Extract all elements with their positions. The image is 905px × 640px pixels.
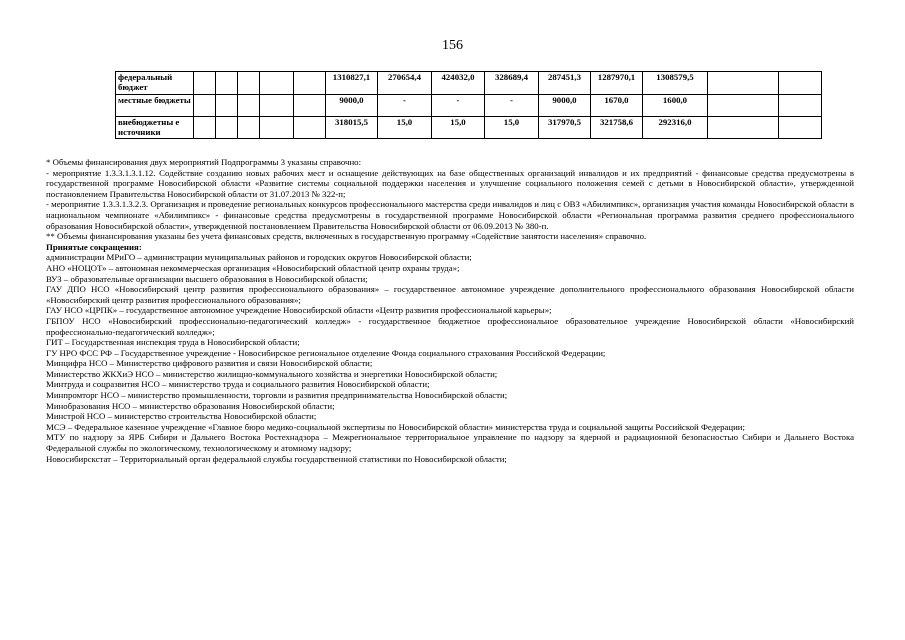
empty-cell — [238, 95, 260, 117]
empty-cell — [779, 95, 822, 117]
empty-cell — [216, 117, 238, 139]
amount-cell: 1600,0 — [643, 95, 708, 117]
amount-cell: - — [432, 95, 485, 117]
abbreviation-item: Министерство ЖКХиЭ НСО – министерство жилищно-коммунального хозяйства и энергетики Новосибирской области; — [46, 368, 498, 379]
amount-cell: 424032,0 — [432, 72, 485, 95]
footnote-volumes: * Объемы финансирования двух мероприятий Подпрограммы 3 указаны справочно: — [46, 157, 362, 167]
financing-table — [115, 71, 822, 139]
empty-cell — [216, 72, 238, 95]
empty-cell — [260, 72, 294, 95]
amount-cell: - — [378, 95, 432, 117]
abbreviation-item: ВУЗ – образовательные организации высшего образования в Новосибирской области; — [46, 273, 368, 284]
amount-cell: 15,0 — [378, 117, 432, 139]
empty-cell — [260, 95, 294, 117]
empty-cell — [779, 117, 822, 139]
page-number: 156 — [442, 38, 463, 53]
empty-cell — [260, 117, 294, 139]
abbreviation-item: ГАУ ДПО НСО «Новосибирский центр развития профессионального образования» – государственное автономное учреждение дополнительного профессионального образования Новосибирской области «Новосибирский центр развития профессионального образования»; — [46, 284, 854, 305]
abbreviation-item: ГАУ НСО «ЦРПК» – государственное автономное учреждение Новосибирской области «Центр развития профессиональной карьеры»; — [46, 305, 552, 316]
abbreviation-item: Минтруда и соцразвития НСО – министерство труда и социального развития Новосибирской области; — [46, 379, 430, 390]
empty-cell — [194, 95, 216, 117]
abbreviation-item: Минстрой НСО – министерство строительства Новосибирской области; — [46, 411, 317, 422]
empty-cell — [194, 72, 216, 95]
amount-cell: 270654,4 — [378, 72, 432, 95]
table-row — [116, 117, 822, 139]
amount-cell: 321758,6 — [591, 117, 643, 139]
amount-cell: - — [485, 95, 539, 117]
amount-cell: 9000,0 — [539, 95, 591, 117]
amount-cell: 15,0 — [432, 117, 485, 139]
amount-cell: 15,0 — [485, 117, 539, 139]
abbreviation-item: ГИТ – Государственная инспекция труда в Новосибирской области; — [46, 337, 300, 348]
abbreviation-item: Новосибирскстат – Территориальный орган федеральной службы государственной статистики по Новосибирской области; — [46, 453, 507, 464]
footnote-employment: ** Объемы финансирования указаны без учета финансовых средств, включенных в государственную программу «Содействие занятости населения» справочно. — [46, 231, 647, 242]
abbreviations-list — [46, 252, 854, 464]
amount-cell: 9000,0 — [326, 95, 378, 117]
amount-cell: 317970,5 — [539, 117, 591, 139]
empty-cell — [238, 72, 260, 95]
notes-section — [46, 157, 854, 464]
empty-cell — [238, 117, 260, 139]
abbreviation-item: МСЭ – Федеральное казенное учреждение «Главное бюро медико-социальной экспертизы по Новосибирской области» министерства труда и социальной защиты Российской Федерации; — [46, 421, 745, 432]
footnote-item-1: - мероприятие 1.3.3.1.3.1.12. Содействие созданию новых рабочих мест и оснащение действующих на базе общественных организаций инвалидов и их предприятий - финансовые средства предусмотрены в государственной программе Новосибирской области «Развитие системы социальной поддержки населения и улучшение социального положения семей с детьми в Новосибирской области», утвержденной постановлением Правительства Новосибирской области от 31.07.2013 № 322-п; — [46, 167, 854, 199]
amount-cell: 292316,0 — [643, 117, 708, 139]
amount-cell: 1308579,5 — [643, 72, 708, 95]
empty-cell — [779, 72, 822, 95]
table-row — [116, 95, 822, 117]
abbreviation-item: администрации МРиГО – администрации муниципальных районов и городских округов Новосибирской области; — [46, 252, 472, 263]
abbreviation-item: Минцифра НСО – Министерство цифрового развития и связи Новосибирской области; — [46, 358, 373, 369]
abbreviations-heading: Принятые сокращения: — [46, 241, 142, 252]
row-label: внебюджетны е источники — [116, 117, 194, 139]
row-label: федеральный бюджет — [116, 72, 194, 95]
empty-cell — [294, 95, 326, 117]
abbreviation-item: ГУ НРО ФСС РФ – Государственное учреждение - Новосибирское региональное отделение Фонда социального страхования Российской Федерации; — [46, 347, 606, 358]
empty-cell — [708, 72, 779, 95]
abbreviation-item: Минобразования НСО – министерство образования Новосибирской области; — [46, 400, 335, 411]
empty-cell — [708, 117, 779, 139]
empty-cell — [294, 117, 326, 139]
empty-cell — [216, 95, 238, 117]
amount-cell: 1310827,1 — [326, 72, 378, 95]
footnote-item-2: - мероприятие 1.3.3.1.3.2.3. Организация и проведение региональных конкурсов профессионального мастерства среди инвалидов и лиц с ОВЗ «Абилимпикс», организация участия команды Новосибирской области в национальном чемпионате «Абилимпикс» - финансовые средства предусмотрены в государственной программе Новосибирской области «Региональная программа развития среднего профессионального образования Новосибирской области», утвержденной постановлением Правительства Новосибирской области от 06.09.2013 № 380-п. — [46, 199, 854, 231]
abbreviation-item: Минпромторг НСО – министерство промышленности, торговли и развития предпринимательства Новосибирской области; — [46, 390, 508, 401]
abbreviation-item: АНО «НОЦОТ» – автономная некоммерческая организация «Новосибирский областной центр охраны труда»; — [46, 262, 460, 273]
amount-cell: 328689,4 — [485, 72, 539, 95]
table-row — [116, 72, 822, 95]
amount-cell: 1670,0 — [591, 95, 643, 117]
abbreviation-item: МТУ по надзору за ЯРБ Сибири и Дальнего Востока Ростехнадзора – Межрегиональное территориальное управление по надзору за ядерной и радиационной безопасностью Сибири и Дальнего Востока Федеральной службы по экологическому, технологическому и атомному надзору; — [46, 432, 854, 454]
amount-cell: 318015,5 — [326, 117, 378, 139]
empty-cell — [294, 72, 326, 95]
empty-cell — [194, 117, 216, 139]
amount-cell: 287451,3 — [539, 72, 591, 95]
amount-cell: 1287970,1 — [591, 72, 643, 95]
empty-cell — [708, 95, 779, 117]
row-label: местные бюджеты — [116, 95, 194, 117]
abbreviation-item: ГБПОУ НСО «Новосибирский профессионально-педагогический колледж» - государственное бюджетное профессиональное образовательное учреждение Новосибирской области «Новосибирский профессионально-педагогический колледж»; — [46, 315, 854, 337]
